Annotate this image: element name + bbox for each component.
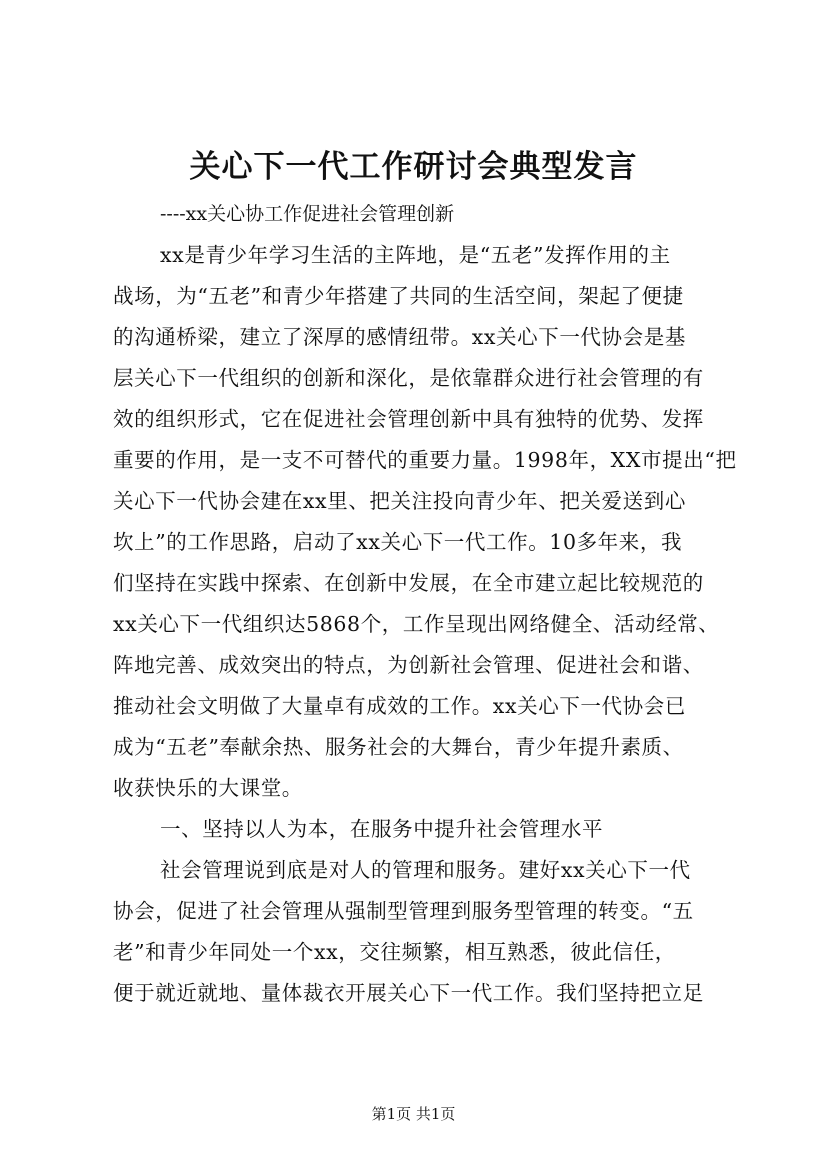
paragraph-line: xx是青少年学习生活的主阵地，是“五老”发挥作用的主 <box>160 243 671 267</box>
paragraph-line: 关心下一代协会建在xx里、把关注投向青少年、把关爱送到心 <box>113 489 686 513</box>
paragraph-line: xx关心下一代组织达5868个，工作呈现出网络健全、活动经常、 <box>113 612 720 636</box>
section-heading: 一、坚持以人为本，在服务中提升社会管理水平 <box>160 817 604 841</box>
document-subtitle: ----xx关心协工作促进社会管理创新 <box>160 203 455 225</box>
paragraph-line: 们坚持在实践中探索、在创新中发展，在全市建立起比较规范的 <box>113 571 704 595</box>
paragraph-line: 的沟通桥梁，建立了深厚的感情纽带。xx关心下一代协会是基 <box>113 325 686 349</box>
paragraph-line: 收获快乐的大课堂。 <box>113 776 303 800</box>
paragraph-line: 老”和青少年同处一个xx，交往频繁，相互熟悉，彼此信任， <box>113 940 676 964</box>
document-title: 关心下一代工作研讨会典型发言 <box>189 149 638 185</box>
page-footer: 第1页 共1页 <box>371 1105 456 1123</box>
paragraph-line: 协会，促进了社会管理从强制型管理到服务型管理的转变。“五 <box>113 899 694 923</box>
paragraph-line: 推动社会文明做了大量卓有成效的工作。xx关心下一代协会已 <box>113 694 686 718</box>
paragraph-line: 社会管理说到底是对人的管理和服务。建好xx关心下一代 <box>160 858 691 882</box>
paragraph-line: 重要的作用，是一支不可替代的重要力量。1998年，XX市提出“把 <box>113 448 737 472</box>
paragraph-line: 便于就近就地、量体裁衣开展关心下一代工作。我们坚持把立足 <box>113 981 704 1005</box>
paragraph-line: 成为“五老”奉献余热、服务社会的大舞台，青少年提升素质、 <box>113 735 684 759</box>
paragraph-line: 阵地完善、成效突出的特点，为创新社会管理、促进社会和谐、 <box>113 653 704 677</box>
paragraph-line: 坎上”的工作思路，启动了xx关心下一代工作。10多年来，我 <box>113 530 683 554</box>
paragraph-line: 层关心下一代组织的创新和深化，是依靠群众进行社会管理的有 <box>113 366 704 390</box>
paragraph-line: 战场，为“五老”和青少年搭建了共同的生活空间，架起了便捷 <box>113 284 684 308</box>
paragraph-line: 效的组织形式，它在促进社会管理创新中具有独特的优势、发挥 <box>113 407 704 431</box>
